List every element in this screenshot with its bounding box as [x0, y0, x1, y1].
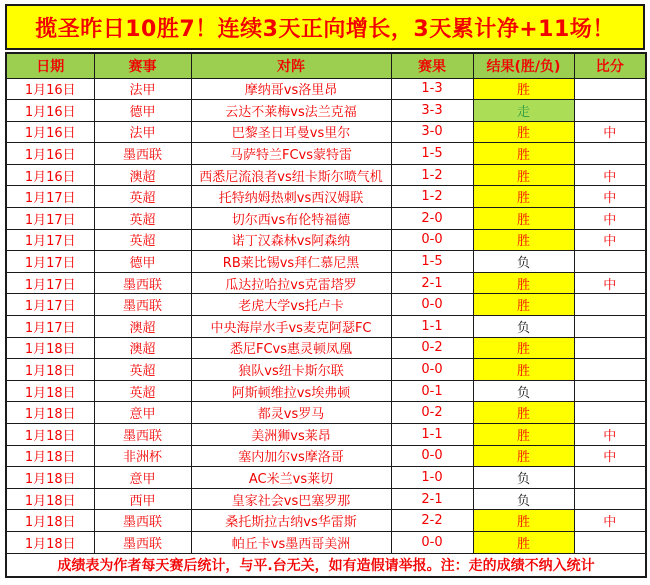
verdict-cell: 中	[574, 186, 646, 208]
date-cell: 1月18日	[6, 488, 94, 510]
league-cell: 英超	[94, 229, 191, 251]
date-cell: 1月18日	[6, 510, 94, 532]
verdict-cell: 中	[574, 445, 646, 467]
table-row	[6, 467, 646, 489]
score-cell: 1-0	[391, 467, 473, 489]
date-cell: 1月16日	[6, 121, 94, 143]
verdict-cell	[574, 467, 646, 489]
score-cell: 1-1	[391, 316, 473, 338]
table-row	[6, 272, 646, 294]
score-cell: 0-0	[391, 531, 473, 553]
match-cell: 桑托斯拉古纳vs华雷斯	[191, 510, 391, 532]
result-cell: 胜	[473, 337, 574, 359]
score-cell: 1-2	[391, 164, 473, 186]
match-cell: RB莱比锡vs拜仁慕尼黑	[191, 251, 391, 273]
league-cell: 德甲	[94, 100, 191, 122]
date-cell: 1月18日	[6, 337, 94, 359]
table-row	[6, 510, 646, 532]
table-row	[6, 294, 646, 316]
table-row	[6, 531, 646, 553]
result-cell: 负	[473, 316, 574, 338]
result-cell: 胜	[473, 510, 574, 532]
verdict-cell	[574, 402, 646, 424]
date-cell: 1月16日	[6, 78, 94, 100]
score-cell: 1-5	[391, 143, 473, 165]
league-cell: 澳超	[94, 316, 191, 338]
verdict-cell: 中	[574, 272, 646, 294]
verdict-cell: 中	[574, 229, 646, 251]
date-cell: 1月18日	[6, 402, 94, 424]
date-cell: 1月17日	[6, 251, 94, 273]
col-header-league: 赛事	[94, 53, 191, 78]
result-cell: 胜	[473, 121, 574, 143]
match-cell: 诺丁汉森林vs阿森纳	[191, 229, 391, 251]
col-header-date: 日期	[6, 53, 94, 78]
date-cell: 1月18日	[6, 531, 94, 553]
match-cell: 巴黎圣日耳曼vs里尔	[191, 121, 391, 143]
verdict-cell: 中	[574, 121, 646, 143]
league-cell: 意甲	[94, 467, 191, 489]
match-cell: AC米兰vs莱切	[191, 467, 391, 489]
table-row	[6, 78, 646, 100]
score-cell: 2-2	[391, 510, 473, 532]
league-cell: 澳超	[94, 164, 191, 186]
table-row	[6, 186, 646, 208]
verdict-cell	[574, 251, 646, 273]
match-cell: 马萨特兰FCvs蒙特雷	[191, 143, 391, 165]
result-cell: 负	[473, 467, 574, 489]
league-cell: 墨西联	[94, 510, 191, 532]
league-cell: 墨西联	[94, 294, 191, 316]
league-cell: 法甲	[94, 121, 191, 143]
result-cell: 胜	[473, 424, 574, 446]
result-cell: 负	[473, 488, 574, 510]
verdict-cell	[574, 100, 646, 122]
col-header-result: 结果(胜/负)	[473, 53, 574, 78]
score-cell: 3-0	[391, 121, 473, 143]
league-cell: 澳超	[94, 337, 191, 359]
league-cell: 非洲杯	[94, 445, 191, 467]
score-cell: 2-0	[391, 208, 473, 230]
table-row	[6, 488, 646, 510]
result-cell: 走	[473, 100, 574, 122]
date-cell: 1月18日	[6, 445, 94, 467]
match-cell: 老虎大学vs托卢卡	[191, 294, 391, 316]
league-cell: 英超	[94, 208, 191, 230]
date-cell: 1月16日	[6, 164, 94, 186]
verdict-cell	[574, 380, 646, 402]
verdict-cell	[574, 316, 646, 338]
match-cell: 美洲狮vs莱昂	[191, 424, 391, 446]
results-table	[5, 52, 647, 578]
verdict-cell: 中	[574, 510, 646, 532]
header-row	[6, 53, 646, 78]
league-cell: 英超	[94, 380, 191, 402]
date-cell: 1月16日	[6, 143, 94, 165]
verdict-cell	[574, 359, 646, 381]
score-cell: 1-3	[391, 78, 473, 100]
verdict-cell	[574, 143, 646, 165]
score-cell: 2-1	[391, 488, 473, 510]
match-cell: 托特纳姆热刺vs西汉姆联	[191, 186, 391, 208]
verdict-cell: 中	[574, 164, 646, 186]
date-cell: 1月18日	[6, 359, 94, 381]
col-header-match: 对阵	[191, 53, 391, 78]
result-cell: 胜	[473, 186, 574, 208]
match-cell: 狼队vs纽卡斯尔联	[191, 359, 391, 381]
league-cell: 英超	[94, 186, 191, 208]
league-cell: 墨西联	[94, 531, 191, 553]
match-cell: 瓜达拉哈拉vs克雷塔罗	[191, 272, 391, 294]
verdict-cell: 中	[574, 424, 646, 446]
league-cell: 意甲	[94, 402, 191, 424]
league-cell: 西甲	[94, 488, 191, 510]
result-cell: 胜	[473, 359, 574, 381]
date-cell: 1月17日	[6, 229, 94, 251]
table-row	[6, 100, 646, 122]
score-cell: 0-1	[391, 380, 473, 402]
match-cell: 塞内加尔vs摩洛哥	[191, 445, 391, 467]
table-row	[6, 445, 646, 467]
score-cell: 1-2	[391, 186, 473, 208]
date-cell: 1月16日	[6, 100, 94, 122]
match-cell: 中央海岸水手vs麦克阿瑟FC	[191, 316, 391, 338]
match-cell: 帕丘卡vs墨西哥美洲	[191, 531, 391, 553]
score-cell: 0-2	[391, 337, 473, 359]
score-cell: 1-1	[391, 424, 473, 446]
result-cell: 胜	[473, 445, 574, 467]
result-cell: 胜	[473, 272, 574, 294]
col-header-score: 赛果	[391, 53, 473, 78]
footer-row	[6, 553, 646, 577]
league-cell: 英超	[94, 359, 191, 381]
table-row	[6, 316, 646, 338]
date-cell: 1月17日	[6, 272, 94, 294]
table-row	[6, 359, 646, 381]
result-cell: 胜	[473, 402, 574, 424]
result-cell: 胜	[473, 294, 574, 316]
match-cell: 悉尼FCvs惠灵顿凤凰	[191, 337, 391, 359]
table-row	[6, 402, 646, 424]
date-cell: 1月17日	[6, 294, 94, 316]
table-row	[6, 164, 646, 186]
date-cell: 1月17日	[6, 316, 94, 338]
table-row	[6, 424, 646, 446]
table-row	[6, 251, 646, 273]
league-cell: 德甲	[94, 251, 191, 273]
result-cell: 胜	[473, 143, 574, 165]
date-cell: 1月18日	[6, 467, 94, 489]
score-cell: 0-0	[391, 445, 473, 467]
match-cell: 云达不莱梅vs法兰克福	[191, 100, 391, 122]
date-cell: 1月18日	[6, 380, 94, 402]
league-cell: 法甲	[94, 78, 191, 100]
table-row	[6, 380, 646, 402]
verdict-cell	[574, 488, 646, 510]
result-cell: 胜	[473, 208, 574, 230]
result-cell: 胜	[473, 164, 574, 186]
footer-note: 成绩表为作者每天赛后统计，与平.台无关，如有造假请举报。注：走的成绩不纳入统计	[6, 553, 646, 577]
date-cell: 1月18日	[6, 424, 94, 446]
verdict-cell	[574, 531, 646, 553]
date-cell: 1月17日	[6, 208, 94, 230]
banner	[5, 4, 645, 50]
verdict-cell	[574, 294, 646, 316]
result-cell: 胜	[473, 78, 574, 100]
result-cell: 胜	[473, 229, 574, 251]
match-cell: 摩纳哥vs洛里昂	[191, 78, 391, 100]
score-cell: 0-0	[391, 294, 473, 316]
score-cell: 1-5	[391, 251, 473, 273]
verdict-cell: 中	[574, 208, 646, 230]
table-row	[6, 143, 646, 165]
match-cell: 阿斯顿维拉vs埃弗顿	[191, 380, 391, 402]
banner-title: 揽圣昨日10胜7！连续3天正向增长，3天累计净+11场！	[35, 16, 615, 42]
col-header-verdict: 比分	[574, 53, 646, 78]
table-body	[6, 78, 646, 553]
date-cell: 1月17日	[6, 186, 94, 208]
result-cell: 负	[473, 251, 574, 273]
match-cell: 都灵vs罗马	[191, 402, 391, 424]
score-cell: 3-3	[391, 100, 473, 122]
match-cell: 切尔西vs布伦特福德	[191, 208, 391, 230]
match-cell: 皇家社会vs巴塞罗那	[191, 488, 391, 510]
match-cell: 西悉尼流浪者vs纽卡斯尔喷气机	[191, 164, 391, 186]
table-row	[6, 229, 646, 251]
league-cell: 墨西联	[94, 424, 191, 446]
score-cell: 0-0	[391, 229, 473, 251]
league-cell: 墨西联	[94, 272, 191, 294]
league-cell: 墨西联	[94, 143, 191, 165]
score-cell: 2-1	[391, 272, 473, 294]
table-row	[6, 208, 646, 230]
table-row	[6, 337, 646, 359]
verdict-cell	[574, 337, 646, 359]
table-row	[6, 121, 646, 143]
score-cell: 0-2	[391, 402, 473, 424]
result-cell: 负	[473, 380, 574, 402]
score-cell: 0-0	[391, 359, 473, 381]
verdict-cell	[574, 78, 646, 100]
result-cell: 胜	[473, 531, 574, 553]
